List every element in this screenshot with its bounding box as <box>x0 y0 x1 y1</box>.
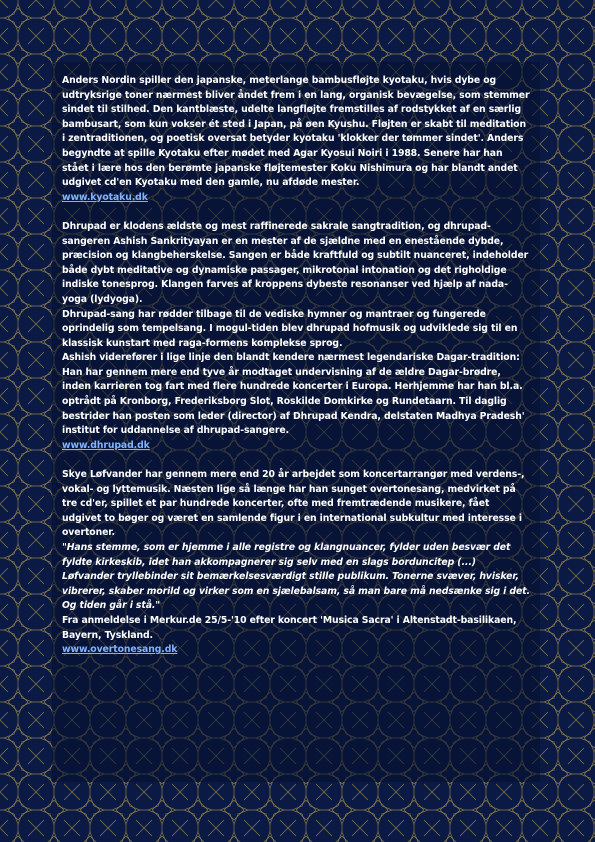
overtonesang-link[interactable]: www.overtonesang.dk <box>62 644 178 656</box>
section-overtonesang <box>62 468 530 658</box>
review-source: Fra anmeldelse i Merkur.de 25/5-'10 efter koncert 'Musica Sacra' i Altenstadt-basilikaen, Bayern, Tyskland. <box>62 614 517 641</box>
kyotaku-link[interactable]: www.kyotaku.dk <box>62 191 148 203</box>
spacer <box>62 205 530 220</box>
paragraph: Dhrupad er klodens ældste og mest raffinerede sakrale sangtradition, og dhrupad-sangeren Ashish Sankrityayan er en mester af de sjældne med en enestående dybde, præcision og klangbeherskelse. Sangen er både kraftfuld og subtilt nuanceret, indeholder både dybt meditative og dynamiske passager, mikrotonal intonation og det righoldige indiske tonesprog. Klangen farves af kroppens dybeste resonanser ved hjælp af nada-yoga (lydyoga). <box>62 220 529 305</box>
paragraph: Anders Nordin spiller den japanske, meterlange bambusfløjte kyotaku, hvis dybe og udtryksrige toner nærmest bliver åndet frem i en lang, organisk bevægelse, som stemmer sindet til stilhed. Den kantblæste, udelte langfløjte fremstilles af rodstykket af en særlig bambusart, som kun vokser ét sted i Japan, på øen Kyushu. Fløjten er skabt til meditation i zentraditionen, og poetisk oversat betyder kyotaku 'klokker der tømmer sindet'. Anders begyndte at spille Kyotaku efter mødet med Agar Kyosui Noiri i 1988. Senere har han stået i lære hos den berømte japanske fløjtemester Koku Nishimura og har blandt andet udgivet cd'en Kyotaku med den gamle, nu afdøde mester. <box>62 75 530 189</box>
paragraph: Skye Løfvander har gennem mere end 20 år arbejdet som koncertarrangør med verdens-, vokal- og lyttemusik. Næsten lige så længe har han sunget overtonesang, medvirket på tre cd'er, spillet et par hundrede koncerter, ofte med fremtrædende musikere, fået udgivet to bøger og været en samlende figur i en international subkultur med interesse i overtoner. <box>62 469 525 539</box>
review-quote: "Hans stemme, som er hjemme i alle registre og klangnuancer, fylder uden besvær det fyldte kirkeskib, idet han akkompagnerer sig selv med en slags borduncitер (...) Løfvander tryllebinder sit bemærkelsesværdigt stille publikum. Tonerne svæver, hvisker, vibrerer, skaber morild og virker som en sjælebalsam, så man bare må nedsænke sig i det. Og tiden går i stå." <box>62 542 530 612</box>
spacer <box>62 453 530 468</box>
section-kyotaku <box>62 74 530 205</box>
paragraph: Dhrupad-sang har rødder tilbage til de vediske hymner og mantraer og fungerede oprindelig som tempelsang. I mogul-tiden blev dhrupad hofmusik og udviklede sig til en klassisk kunstart med raga-formens komplekse sprog. <box>62 308 518 349</box>
dhrupad-link[interactable]: www.dhrupad.dk <box>62 439 150 451</box>
document-body <box>62 74 530 658</box>
paragraph: Ashish viderefører i lige linje den blandt kendere nærmest legendariske Dagar-tradition: Han har gennem mere end tyve år modtaget undervisning af de ældre Dagar-brødre, inden karrieren tog fart med flere hundrede koncerter i Europa. Herhjemme har han bl.a. optrådt på Kronborg, Frederiksborg Slot, Roskilde Domkirke og Rundetaarn. Til daglig bestrider han posten som leder (director) af Dhrupad Kendra, delstaten Madhya Pradesh' institut for uddannelse af dhrupad-sangere. <box>62 352 525 437</box>
section-dhrupad <box>62 220 530 454</box>
